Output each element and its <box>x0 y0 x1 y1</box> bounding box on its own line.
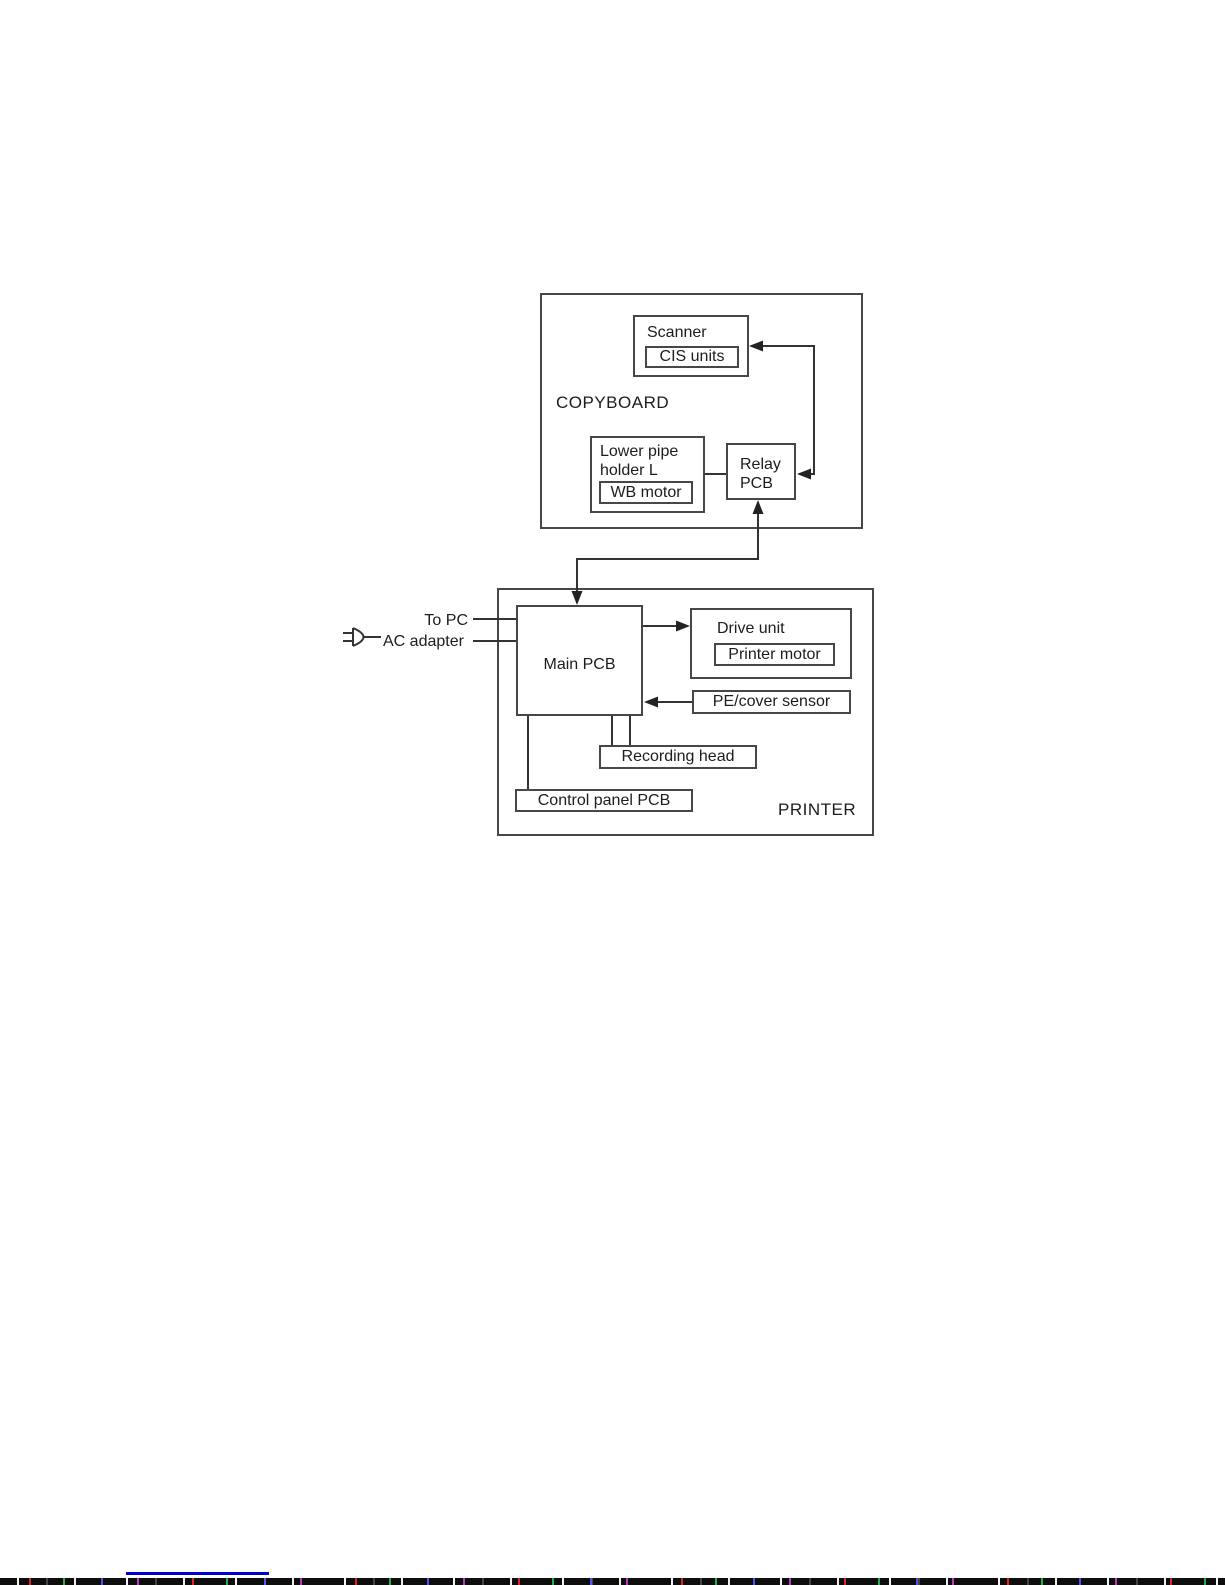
pe-cover-sensor-label: PE/cover sensor <box>712 693 831 710</box>
relay-pcb-label-line2: PCB <box>740 475 773 492</box>
printer-motor-label: Printer motor <box>728 645 821 663</box>
arrow-mainpcb-to-driveunit <box>643 621 690 632</box>
page-edge-scan-noise <box>0 1578 1225 1585</box>
main-pcb-label: Main PCB <box>543 655 616 673</box>
wb-motor-label: WB motor <box>610 483 682 501</box>
copyboard-label: COPYBOARD <box>556 393 670 412</box>
drive-unit-label: Drive unit <box>717 620 785 637</box>
lower-pipe-holder-label-line1: Lower pipe <box>600 443 679 460</box>
ac-plug-icon <box>343 628 381 646</box>
arrow-relay-mainpcb-link <box>572 500 764 605</box>
lower-pipe-holder-label-line2: holder L <box>600 462 658 479</box>
to-pc-label: To PC <box>424 612 468 629</box>
arrow-relay-scanner-link <box>749 341 814 480</box>
printer-label: PRINTER <box>778 800 857 819</box>
ac-adapter-label: AC adapter <box>383 633 464 650</box>
connector-mainpcb-to-recordinghead <box>612 716 630 745</box>
relay-pcb-label-line1: Relay <box>740 456 781 473</box>
footer-link-underline[interactable] <box>126 1572 269 1575</box>
recording-head-label: Recording head <box>621 748 735 765</box>
control-panel-pcb-label: Control panel PCB <box>537 791 671 809</box>
arrow-pesensor-to-mainpcb <box>644 697 692 708</box>
scanner-label: Scanner <box>647 324 707 341</box>
cis-units-label: CIS units <box>659 348 725 365</box>
